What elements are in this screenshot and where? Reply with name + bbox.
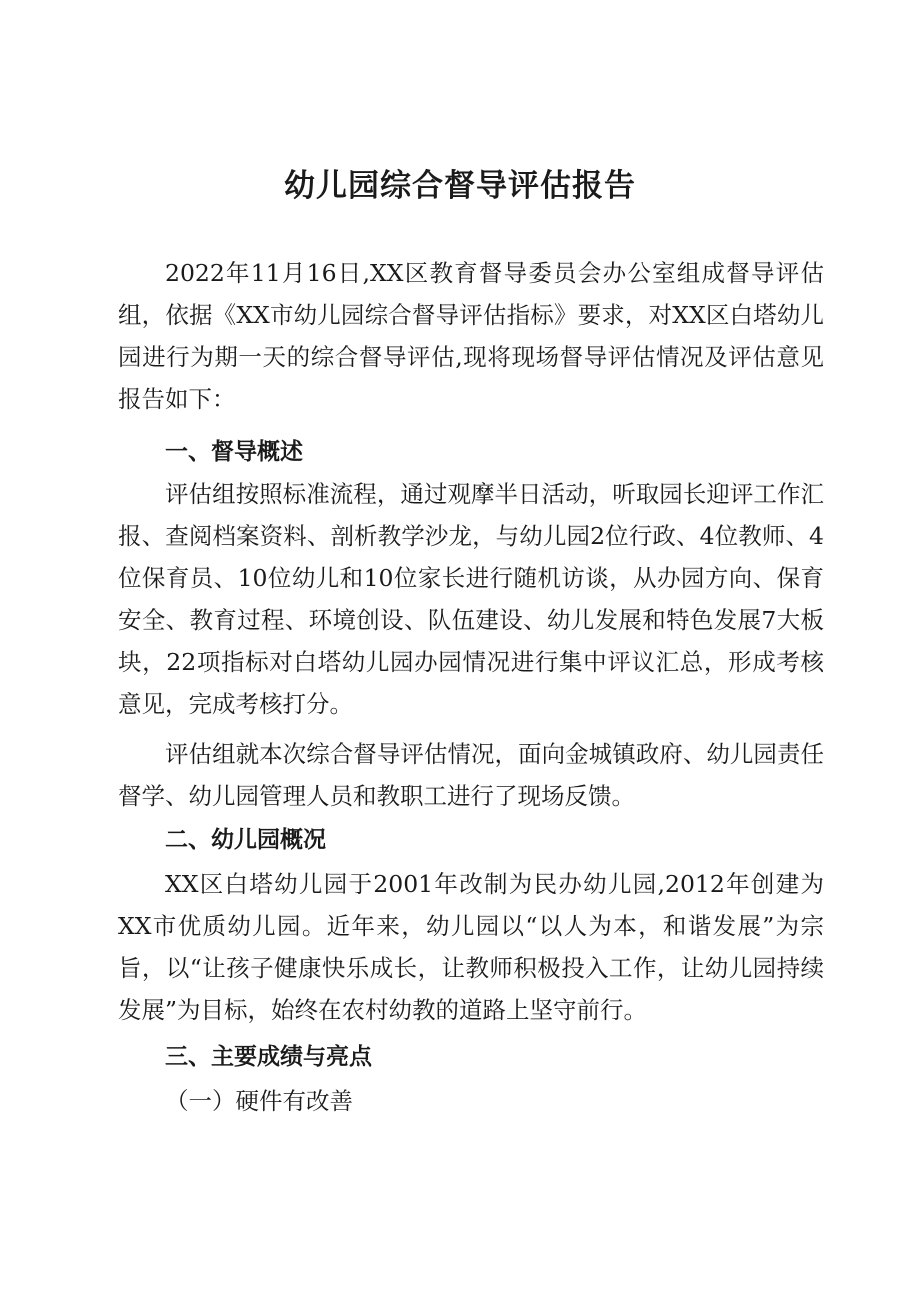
section-heading-overview: 一、督导概述 bbox=[165, 439, 303, 465]
paragraph-overview-process: 评估组按照标准流程，通过观摩半日活动，听取园长迎评工作汇报、查阅档案资料、剖析教学沙龙，与幼儿园2位行政、4位教师、4位保育员、10位幼儿和10位家长进行随机访谈，从办园方向、保育安全、教育过程、环境创设、队伍建设、幼儿发展和特色发展7大板块，22项指标对白塔幼儿园办园情况进行集中评议汇总，形成考核意见，完成考核打分。 bbox=[118, 480, 824, 718]
document-title: 幼儿园综合督导评估报告 bbox=[284, 168, 636, 204]
paragraph-kindergarten-profile: XX区白塔幼儿园于2001年改制为民办幼儿园,2012年创建为XX市优质幼儿园。近年来，幼儿园以“以人为本，和谐发展”为宗旨，以“让孩子健康快乐成长，让教师积极投入工作，让幼儿园持续发展”为目标，始终在农村幼教的道路上坚守前行。 bbox=[118, 870, 824, 1024]
section-heading-achievements: 三、主要成绩与亮点 bbox=[165, 1044, 372, 1070]
section-heading-kindergarten-profile: 二、幼儿园概况 bbox=[165, 827, 326, 853]
intro-paragraph: 2022年11月16日,XX区教育督导委员会办公室组成督导评估组，依据《XX市幼儿园综合督导评估指标》要求，对XX区白塔幼儿园进行为期一天的综合督导评估,现将现场督导评估情况及评估意见报告如下： bbox=[118, 259, 824, 413]
subheading-hardware-improvement: （一）硬件有改善 bbox=[165, 1087, 353, 1115]
paragraph-overview-feedback: 评估组就本次综合督导评估情况，面向金城镇政府、幼儿园责任督学、幼儿园管理人员和教职工进行了现场反馈。 bbox=[118, 740, 824, 810]
